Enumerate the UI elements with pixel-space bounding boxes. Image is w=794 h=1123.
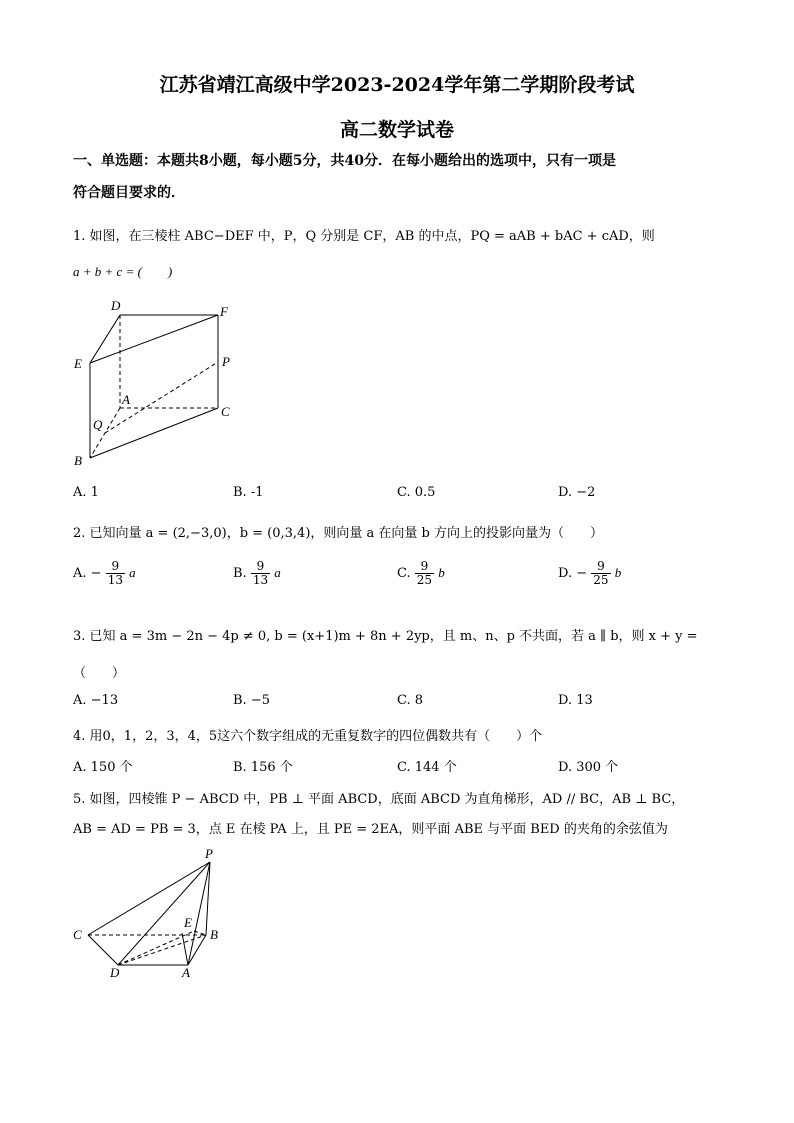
q4-option-a[interactable]: A. 150 个 [73, 760, 133, 775]
q1-option-d[interactable]: D. −2 [558, 485, 596, 500]
q5-stem-line2: AB = AD = PB = 3，点 E 在棱 PA 上，且 PE = 2EA，则平面 ABE 与平面 BED 的夹角的余弦值为 [73, 822, 668, 837]
q4-option-d[interactable]: D. 300 个 [558, 760, 619, 775]
q2-option-c[interactable]: C. $\frac{9}{25}$ b [397, 559, 445, 587]
q1-label-d: D [111, 298, 121, 313]
section-heading-line2: 符合题目要求的． [73, 185, 185, 201]
q5-label-p: P [205, 846, 213, 861]
q3-stem-line2: （ ） [73, 666, 126, 681]
q5-label-d: D [110, 965, 120, 980]
q1-label-f: F [220, 304, 228, 319]
q1-label-q: Q [93, 417, 103, 432]
q2-option-a[interactable]: A. − $\frac{9}{13}$ a [73, 559, 136, 587]
q3-option-a[interactable]: A. −13 [73, 693, 119, 708]
q5-label-a: A [182, 965, 190, 980]
q1-label-e: E [74, 356, 82, 371]
q2-stem: 2. 已知向量 a = (2,−3,0)，b = (0,3,4)，则向量 a 在向量 b 方向上的投影向量为（ ） [73, 526, 603, 541]
q5-pyramid-figure [70, 845, 240, 985]
q1-label-c: C [221, 404, 230, 419]
exam-title: 江苏省靖江高级中学2023-2024学年第二学期阶段考试 [159, 74, 635, 96]
q1-option-a[interactable]: A. 1 [73, 485, 99, 500]
q1-label-a: A [122, 392, 130, 407]
q3-option-d[interactable]: D. 13 [558, 693, 593, 708]
q1-option-c[interactable]: C. 0.5 [397, 485, 436, 500]
q5-label-c: C [73, 927, 82, 942]
q1-stem-line2: a + b + c = ( ) [73, 264, 173, 279]
q2-option-d[interactable]: D. − $\frac{9}{25}$ b [558, 559, 622, 587]
q2-option-b[interactable]: B. $\frac{9}{13}$ a [233, 559, 281, 587]
section-heading-line1: 一、单选题：本题共8小题，每小题5分，共40分．在每小题给出的选项中，只有一项是 [73, 153, 616, 169]
q4-stem: 4. 用0，1，2，3，4，5这六个数字组成的无重复数字的四位偶数共有（ ）个 [73, 729, 543, 744]
q3-stem-line1: 3. 已知 a = 3m − 2n − 4p ≠ 0, b = (x+1)m + 8n + 2yp，且 m、n、p 不共面，若 a ∥ b，则 x + y = [73, 629, 698, 644]
q1-label-p: P [222, 354, 230, 369]
q4-option-c[interactable]: C. 144 个 [397, 760, 457, 775]
q1-option-b[interactable]: B. -1 [233, 485, 264, 500]
q3-option-c[interactable]: C. 8 [397, 693, 424, 708]
q5-label-e: E [184, 915, 192, 930]
q5-label-b: B [210, 927, 218, 942]
exam-subtitle: 高二数学试卷 [339, 119, 454, 141]
q1-label-b: B [74, 453, 82, 468]
q1-stem-line1: 1. 如图，在三棱柱 ABC−DEF 中，P，Q 分别是 CF，AB 的中点，PQ = aAB + bAC + cAD，则 [73, 229, 655, 244]
q5-stem-line1: 5. 如图，四棱锥 P − ABCD 中，PB ⊥ 平面 ABCD，底面 ABCD 为直角梯形，AD // BC，AB ⊥ BC， [73, 792, 685, 807]
q1-prism-figure [70, 300, 270, 470]
q3-option-b[interactable]: B. −5 [233, 693, 270, 708]
q4-option-b[interactable]: B. 156 个 [233, 760, 293, 775]
